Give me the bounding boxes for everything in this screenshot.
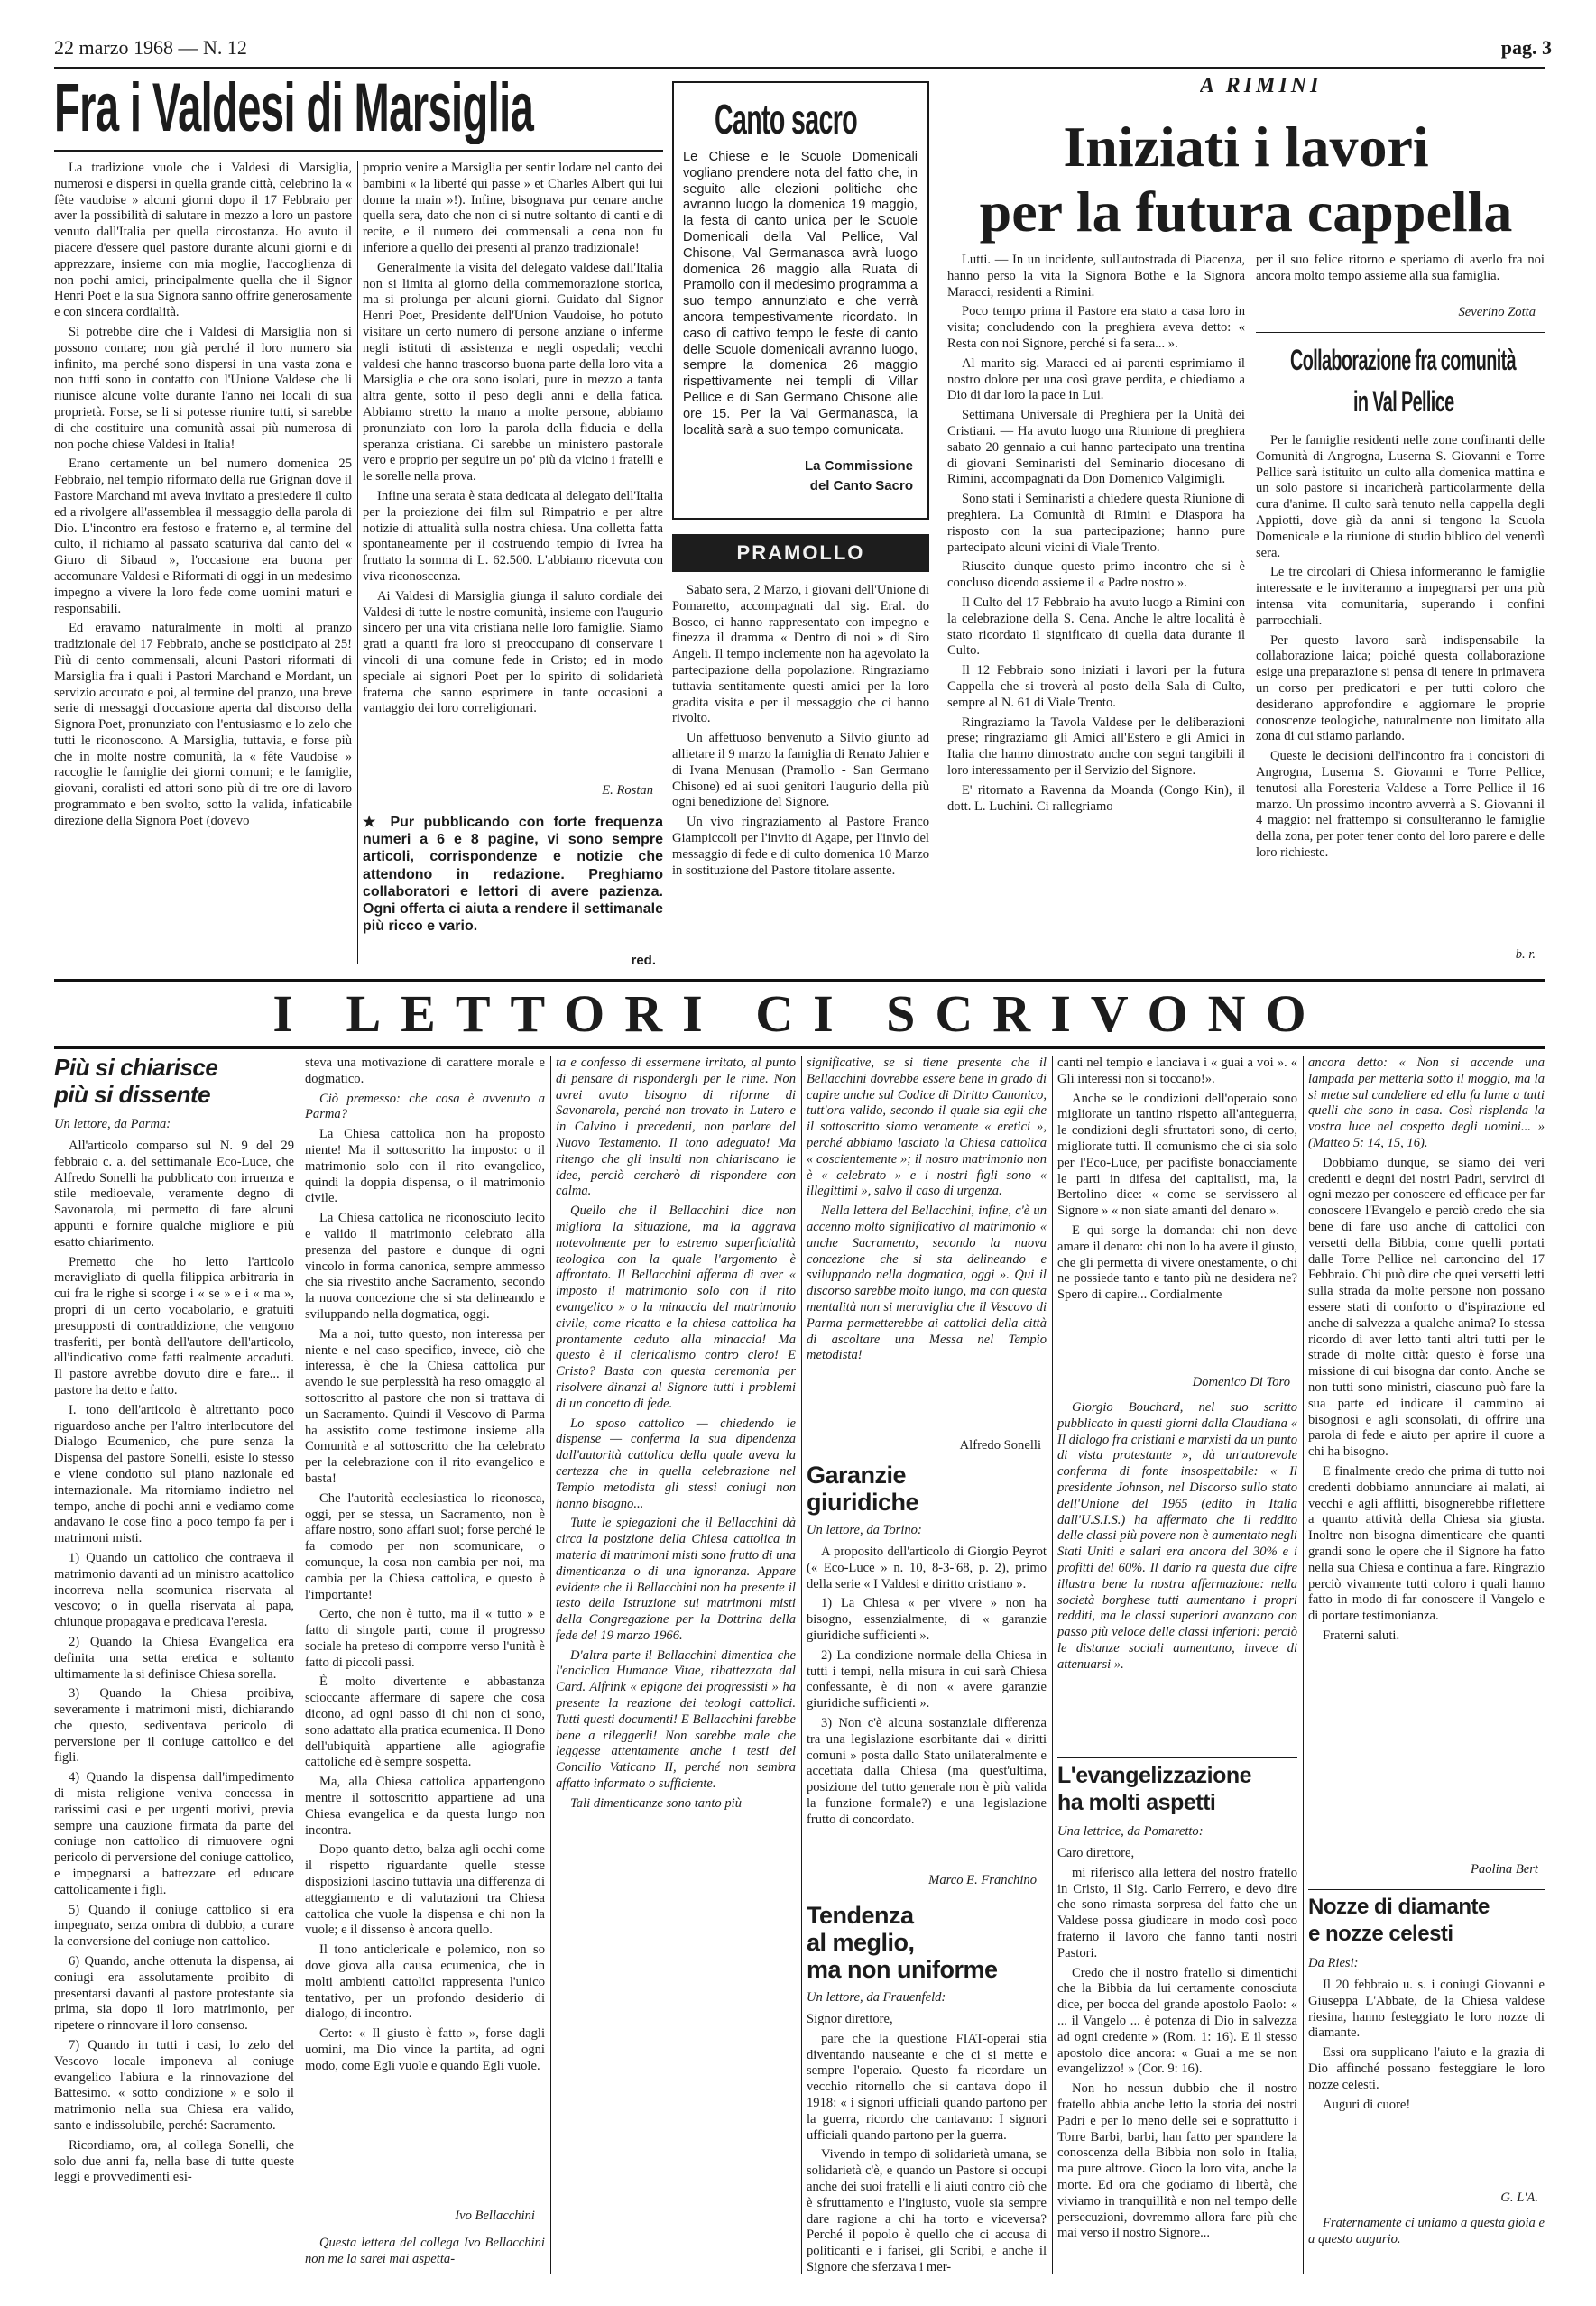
garanzie-paragraph: 1) La Chiesa « per vivere » non ha bisogno, essenzialmente, di « garanzie giuridiche sufficienti ».: [807, 1596, 1047, 1643]
pramollo-paragraph: Un affettuoso benvenuto a Silvio giunto ad allietare il 9 marzo la famiglia di Renato Jahier e di Ivana Menusan (Pramollo - San Germano Chisone) ed ai suoi genitori l'augurio della più ogni benedizione del Signore.: [672, 731, 929, 810]
chiarisce-paragraph: Ma, alla Chiesa cattolica appartengono mentre il sottoscritto appartiene ad una Chiesa evangelica e da questa lungo non incontra.: [305, 1775, 545, 1838]
redazione-notice: ★ Pur pubblicando con forte frequenza numeri a 6 e 8 pagine, vi sono sempre articoli, corrispondenze e notizie che attendono in redazione. Preghiamo collaboratori e lettori di avere pazienza. Ogni offerta ci aiuta a rendere il settimanale più ricco e vario.: [363, 815, 663, 935]
ditoro-paragraph: canti nel tempio e lanciava i « guai a voi ». « Gli interessi non si toccano!».: [1057, 1056, 1297, 1086]
chiarisce-footnote-text: Questa lettera del collega Ivo Bellacchini non me la sarei mai aspetta-: [305, 2236, 545, 2266]
nozze-footnote-text: Fraternamente ci uniamo a questa gioia e a questo augurio.: [1308, 2216, 1545, 2246]
bert-body: [1308, 1056, 1545, 1859]
collaborazione-title-line-1: Collaborazione fra comunità: [1290, 344, 1517, 376]
nozze-from: Da Riesi:: [1308, 1956, 1359, 1970]
marsiglia-paragraph: Erano certamente un bel numero domenica 25 Febbraio, nel tempio riformato della rue Grignan dove il Pastore Marchand mi aveva invitato a presiedere il culto ed a rivolgere all'assemblea il messaggio della parola di Dio. L'incontro era festoso e fraterno e, al termine del culto, il richiamo al passato scaturiva dal canto del « Giuro di Sibaud », l'occasione era buona per accomunare Valdesi e Riformati di oggi in un medesimo impegno a vivere la loro fede come uomini maturi e responsabili.: [54, 457, 352, 616]
tendenza-title-line-2: al meglio,: [807, 1931, 915, 1956]
marsiglia-paragraph: Generalmente la visita del delegato valdese dall'Italia non si limita al giorno della commemorazione storica, ma si prolunga per alcuni giorni. Guidato dal Signor Henri Poet, Presidente dell'Union Vaudoise, ho potuto visitare un certo numero di persone anziane o inferme negli istituti di assistenza e negli ospedali; vecchi valdesi che hanno trascorso buona parte della loro vita a Marsiglia e che ora sono isolati, pure in mezzo a tanta altra gente, sotto il peso degli anni e della fatica. Abbiamo stretto la mano a molte persone, abbiamo pronunziato con loro la parola della fiducia e della speranza cristiana. Ci sarebbe un ministero pastorale vero e proprio per seguire un po' più da vicino i fratelli e le sorelle nella prova.: [363, 260, 663, 484]
marsiglia-paragraph: proprio venire a Marsiglia per sentir lodare nel canto dei bambini « la liberté qui passe » et Charles Albert qui lui donne la main »!). Infine, bisognava pur cenare anche quella sera, dato che non ci si nutre soltanto di canti e di recite, e il numero dei commensali a cena non fu inferiore a quello dei presenti al pranzo tradizionale!: [363, 161, 663, 255]
rimini-kicker: A RIMINI: [1200, 74, 1323, 97]
chiarisce-paragraph: Ricordiamo, ora, al collega Sonelli, che solo due anni fa, nella base di tutte queste leggi e provvedimenti esi-: [54, 2137, 294, 2185]
chiarisce-paragraph: Certo: « Il giusto è fatto », forse dagli uomini, ma Dio vince la partita, ad ogni modo, come Egli vuole e quando Egli vuole.: [305, 2026, 545, 2073]
chiarisce-from: Un lettore, da Parma:: [54, 1117, 171, 1131]
collaborazione-title-line-2: in Val Pellice: [1353, 385, 1454, 418]
rimini-paragraph: Poco tempo prima il Pastore era stato a casa loro in visita; concludendo con la preghiera aveva detto: « Resta con noi Signore, perché si fa sera... ».: [947, 304, 1245, 351]
evangelizzazione-paragraph: Non ho nessun dubbio che il nostro fratello abbia anche letto la storia dei nostri Padri e per lo meno delle sei e soprattutto i Torre Barbi, barbi, han fatto per spandere la conoscenza della Bibbia non solo in Italia, ma pure altrove. Gioco la loro vita, anche la morte. Ed ora che godiamo di libertà, che viviamo in tranquillità e non nel tempo delle persecuzioni, dovremmo allora fare più che mai verso il nostro Signore...: [1057, 2081, 1297, 2241]
bert-paragraph: E finalmente credo che prima di tutto noi credenti dobbiamo annunciare ai malati, ai vecchi e agli afflitti, bisognerebbe riflettere a quanto attività della Chiesa sia giusta. Inoltre non bisogna dimenticare che quanti grandi sono le opere che il Signore ha fatto nella sua Chiesa e continua a fare. Ringrazio perciò vivamente tutti coloro i quali hanno fatto in modo di far conoscere il Vangelo e di portare testimonianza.: [1308, 1463, 1545, 1624]
evangelizzazione-title-line-1: L'evangelizzazione: [1057, 1765, 1252, 1788]
chiarisce-paragraph: La Chiesa cattolica non ha proposto niente! Ma il sottoscritto ha imposto: o il matrimonio solo con il rito evangelico, quindi la doppia dispensa, o il matrimonio civile.: [305, 1127, 545, 1206]
ditoro-signature: Domenico Di Toro: [1192, 1375, 1290, 1389]
chiarisce-paragraph: D'altra parte il Bellacchini dimentica che l'enciclica Humanae Vitae, ribattezzata dal Card. Alfrink « epigone dei progressisti » ha presente la reazione dei teologi cattolici. Tutti questi documenti! E Bellacchini farebbe bene a rileggerli! Non sarebbe male che leggesse attentamente anche i testi del Concilio Vaticano II, perché non sembra affatto informato o sufficiente.: [556, 1647, 796, 1792]
bouchard-paragraph: Giorgio Bouchard, nel suo scritto pubblicato in questi giorni dalla Claudiana « Il dialogo fra cristiani e marxisti da un punto di vista protestante », dà un'autorevole conferma di fonte insospettabile: « Il presidente Johnson, nel Discorso sullo stato dell'Unione del 1965 (edito in Italia dall'U.S.I.S.) ha affermato che il reddito delle classi più povere non è aumentato negli Stati Uniti e salari era ancora del 30% e i profitti del 60%. Il dario ra questa due cifre illustra bene la nostra affermazione: nella società borghese tutti aumentano i propri redditi, ma le classi superiori avanzano con passo più veloce delle classi inferiori: perciò le distanze sociali aumentano, invece di attenuarsi ».: [1057, 1400, 1297, 1672]
nozze-body: [1308, 1978, 1545, 2185]
chiarisce-paragraph: La Chiesa cattolica ne riconosciuto lecito e valido il matrimonio celebrato alla presenza del pastore e dunque di ogni vincolo in forma canonica, sempre ammesso che sia rivestito anche Sacramento, secondo la nuova concezione che si sta delineando e sviluppando nella dogmatica, oggi.: [305, 1211, 545, 1322]
canto-sacro-signature-1: La Commissione: [804, 458, 913, 474]
marsiglia-title-rule: [54, 150, 663, 152]
rimini-paragraph: Riuscito dunque questo primo incontro che si è concluso dicendo assieme il « Padre nostro ».: [947, 559, 1245, 591]
bouchard-quote: [1057, 1400, 1297, 1750]
chiarisce-footnote: [305, 2236, 545, 2275]
rimini-paragraph: per il suo felice ritorno e speriamo di averlo fra noi ancora molto tempo assieme alla sua famiglia.: [1256, 253, 1545, 283]
tendenza-body: [807, 2012, 1047, 2275]
chiarisce-signature-bellacchini: Ivo Bellacchini: [455, 2209, 535, 2223]
chiarisce-paragraph: Quello che il Bellacchini dice non migliora la situazione, ma la aggrava notevolmente per lo estremo superficialità teologica con la quale l'argomento è affrontato. Il Bellacchini afferma di aver « imposto il matrimonio solo con il rito evangelico » o la minaccia del matrimonio civile, come ricatto e la chiesa cattolica ha prontamente ceduto alla minaccia! Ma questo è il clericalismo contro clero! E Cristo? Basta con questa ceremonia per risolvere dinanzi al Signore tutti i problemi di un concetto di fede.: [556, 1204, 796, 1411]
bert-paragraph: Fraterni saluti.: [1323, 1628, 1400, 1643]
rimini-signature: Severino Zotta: [1458, 305, 1536, 319]
lettori-banner: I LETTORI CI SCRIVONO: [54, 979, 1545, 1049]
chiarisce-paragraph: Dopo quanto detto, balza agli occhi come il rispetto riguardante quelle stesse disposizioni lascino tuttavia una differenza di atteggiamento e di valutazioni tra Chiesa cattolica che vuole la dispensa e chi non la vuole; e il dissenso è ancora quello.: [305, 1842, 545, 1938]
column-divider: [801, 1056, 802, 2274]
chiarisce-paragraph: Certo, che non è tutto, ma il « tutto » e fatto di singole parti, come il progresso sociale ha preteso di comporre verso l'unità è fatto di piccoli passi.: [305, 1607, 545, 1670]
garanzie-title-line-2: giuridiche: [807, 1490, 919, 1516]
garanzie-signature: Marco E. Franchino: [928, 1873, 1037, 1887]
marsiglia-paragraph: Infine una serata è stata dedicata al delegato dell'Italia per la proiezione dei film sul Rimpatrio e per altre notizie di attualità sulla nostra chiesa. Una colletta fatta spontaneamente per il costruendo tempio di Ivrea ha fruttato la somma di L. 62.500. L'abbiamo ricevuta con viva riconoscenza.: [363, 488, 663, 584]
chiarisce-paragraph: Tutte le spiegazioni che il Bellacchini dà circa la posizione della Chiesa cattolica in materia di matrimoni misti sono frutto di una dimenticanza o di una ignoranza. Appare evidente che il Bellacchini non ha presente il testo della Istruzione sui matrimoni misti della Congregazione per la Dottrina della fede del 19 marzo 1966.: [556, 1516, 796, 1643]
chiarisce-paragraph: Premetto che ho letto l'articolo meravigliato di quella filippica arbitraria in cui fra le righe si scorge i « se » e i « ma », propri di un certo vocabolario, e gratuiti presupposti di contraddizione, che vengono trasferiti, per bontà dell'autore dell'articolo, all'indicativo come fatti realmente accaduti. Il pastore avrebbe dovuto dire e fare... il pastore ha detto e fatto.: [54, 1254, 294, 1397]
chiarisce-paragraph: significative, se si tiene presente che il Bellacchini dovrebbe essere bene in grado di capire anche sul Codice di Diritto Canonico, tutt'ora valido, secondo il quale sia egli che il sottoscritto siamo veramente « eretici », perché abbiamo lasciato la Chiesa cattolica « coscientemente »; il nostro matrimonio non è « celebrato » e i nostri figli sono « illegittimi », salvo il caso di urgenza.: [807, 1056, 1047, 1199]
chiarisce-paragraph: All'articolo comparso sul N. 9 del 29 febbraio c. a. del settimanale Eco-Luce, che Alfredo Sonelli ha pubblicato con irruenza e stile medioevale, veramente degno di Savonarola, mi permetto di fare alcuni appunti e fornire qualche migliore e più esatto chiarimento.: [54, 1139, 294, 1250]
tendenza-title-line-3: ma non uniforme: [807, 1958, 998, 1983]
collaborazione-paragraph: Per questo lavoro sarà indispensabile la collaborazione laica; poiché questa collaborazione esige una preparazione si pensa di tenere in primavera un corso per predicatori e per tutti coloro che desiderano approfondire e aggiornare le proprie conoscenze teologiche, naturalmente non limitato alla zona di cui stiamo parlando.: [1256, 632, 1545, 744]
evangelizzazione-paragraph: Caro direttore,: [1057, 1846, 1135, 1860]
chiarisce-paragraph: Ciò premesso: che cosa è avvenuto a Parma?: [305, 1091, 545, 1122]
nozze-footnote: [1308, 2216, 1545, 2270]
chiarisce-paragraph: 6) Quando, anche ottenuta la dispensa, ai coniugi era assolutamente proibito di presentarsi davanti al pastore protestante sia prima, sia dopo il loro matrimonio, per ripetere o rinnovare il loro consenso.: [54, 1954, 294, 2034]
marsiglia-paragraph: Ed eravamo naturalmente in molti al pranzo tradizionale del 17 Febbraio, anche se posticipato al 25! Più di cento commensali, alcuni Pastori riformati di Marsiglia fra i quali i Pastori Marchand e Mordant, un servizio accurato e poi, al termine del pranzo, una breve serie di messaggi d'occasione aperta dal discorso della Signora Poet, pronunziato con l'entusiasmo e lo zelo che tutti le riconoscono. A Marsiglia, tuttavia, e forse più che in molte nostre comunità, la « fête Vaudoise » raccoglie le famiglie dei giorni comuni; e le famiglie, giovani, coralisti ed attori sono più di tre ore di lavoro programmato e ben svolto, sotto la valida, infaticabile direzione della Signora Poet (dovevo: [54, 621, 352, 828]
rimini-paragraph: Al marito sig. Maracci ed ai parenti esprimiamo il nostro dolore per una così grave perdita, e chiediamo a Dio di dar loro la pace in Lui.: [947, 355, 1245, 403]
chiarisce-column-2: [305, 1056, 545, 2201]
rimini-title-line-1: Iniziati i lavori: [1063, 117, 1429, 179]
column-divider: [357, 161, 358, 964]
tendenza-title-line-1: Tendenza: [807, 1904, 914, 1929]
rimini-column-2-top: [1256, 253, 1545, 303]
evangelizzazione-title-line-2: ha molti aspetti: [1057, 1792, 1216, 1815]
collaborazione-body: [1256, 433, 1545, 947]
collaborazione-signature: b. r.: [1515, 947, 1536, 962]
canto-sacro-body: Le Chiese e le Scuole Domenicali vogliano prendere nota del fatto che, in seguito alle elezioni politiche che avranno luogo la domenica 19 maggio, la festa di canto unica per le Scuole Domenicali della Val Pellice, Val Chisone, Val Germanasca avrà luogo domenica 26 maggio alla Ruata di Pramollo con il medesimo programma a suo tempo annunziato e che verrà ancora tempestivamente ricordato. In caso di cattivo tempo le feste di canto delle Scuole domenicali avranno luogo, sempre la domenica 26 maggio rispettivamente nei templi di Villar Pellice e di San Germano Chisone alle ore 15. Per la Val Germanasca, la località sarà a suo tempo comunicata.: [683, 150, 918, 438]
bert-paragraph: ancora detto: « Non si accende una lampada per metterla sotto il moggio, ma la si mette sul candeliere ed ella fa lume a tutti quelli che sono in casa. Così risplenda la vostra luce nel cospetto degli uomini... » (Matteo 5: 14, 15, 16).: [1308, 1056, 1545, 1150]
page-number: pag. 3: [1500, 36, 1552, 59]
tendenza-paragraph: Vivendo in tempo di solidarietà umana, se solidarietà c'è, e quando un Pastore si occupi anche dei suoi fratelli e li aiuti contro ciò che è sfruttamento e l'ingiusto, vuole sia sempre dare ragione a chi ha torto e viceversa? Perché il popolo è quello che ci accusa di politicanti e i farisei, gli Scribi, e anche il Signore che sferzava i mer-: [807, 2147, 1047, 2274]
garanzie-title-line-1: Garanzie: [807, 1463, 907, 1489]
rimini-paragraph: Il 12 Febbraio sono iniziati i lavori per la futura Cappella che si troverà al posto della Sala di Culto, sempre al N. 61 di Viale Trento.: [947, 663, 1245, 710]
chiarisce-column-3: [556, 1056, 796, 2274]
pramollo-paragraph: Sabato sera, 2 Marzo, i giovani dell'Unione di Pomaretto, accompagnati dal sig. Eral. do Bosco, ci hanno rappresentato con impegno e finezza il dramma « Dentro di noi » di Siro Angeli. Il tempo inclemente non ha agevolato la partecipazione della popolazione. Ringraziamo tuttavia sentitamente questi amici per la loro gradita visita e per il messaggio che ci hanno rivolto.: [672, 583, 929, 726]
tendenza-paragraph: Signor direttore,: [807, 2012, 893, 2026]
redazione-notice-signature: red.: [631, 953, 656, 968]
chiarisce-signature-sonelli: Alfredo Sonelli: [959, 1438, 1041, 1453]
garanzie-paragraph: A proposito dell'articolo di Giorgio Peyrot (« Eco-Luce » n. 10, 8-3-'68, p. 2), primo della serie « I Valdesi e diritto cristiano ».: [807, 1545, 1047, 1591]
chiarisce-paragraph: 1) Quando un cattolico che contraeva il matrimonio davanti ad un ministro acattolico incorreva nella scomunica riservata al vescovo; o in quella riservata al papa, chiunque propagava e predicava l'eresia.: [54, 1550, 294, 1630]
nozze-paragraph: Auguri di cuore!: [1323, 2097, 1411, 2112]
garanzie-paragraph: 3) Non c'è alcuna sostanziale differenza tra una legislazione esorbitante dai « diritti comuni » posta dallo Stato unilateralmente e accettata dalla Chiesa (ma quest'ultima, posizione del tutto generale non è più valida la funzione formale?) e una legislazione frutto di concordato.: [807, 1715, 1047, 1827]
chiarisce-paragraph: Tali dimenticanze sono tanto più: [570, 1795, 742, 1811]
collaborazione-paragraph: Per le famiglie residenti nelle zone confinanti delle Comunità di Angrogna, Luserna S. Giovanni e Torre Pellice sarà istituito un culto alla domenica mattina e un solo pastore si incaricherà particolarmente della cura d'anime. Il culto sarà tenuto nella cappella degli Appiotti, dove già da anni si tengono la Scuola Domenicale e la riunione di studio biblico del venerdì sera.: [1256, 433, 1545, 560]
chiarisce-paragraph: steva una motivazione di carattere morale e dogmatico.: [305, 1056, 545, 1086]
rimini-column-1: [947, 253, 1245, 974]
marsiglia-signature: E. Rostan: [602, 783, 653, 798]
chiarisce-paragraph: Ma a noi, tutto questo, non interessa per niente e nel caso specifico, invece, ciò che interessa, è che la Chiesa cattolica pur avendo le sue perplessità ha reso omaggio al sottoscritto al pastore che non si trattava di un Sacramento. Quindi il Vescovo di Parma ha assistito come testimone insieme alla Comunità e al sottoscritto che ha celebrato per la celebrazione con il rito evangelico e basta!: [305, 1326, 545, 1486]
marsiglia-paragraph: La tradizione vuole che i Valdesi di Marsiglia, numerosi e dispersi in quella grande città, celebrino la « fête vaudoise » alcuni giorni dopo il 17 Febbraio per aver la possibilità di salutare in mezzo a loro un pastore venuto dall'Italia per quella circostanza. Ho avuto il piacere d'essere quel pastore durante alcuni giorni e di apprezzare, insieme con mia moglie, l'accoglienza di non pochi amici, principalmente quella che il Signor Henri Poet e la sua Signora sanno offrire generosamente e con sincera cordialità.: [54, 161, 352, 320]
rimini-paragraph: Settimana Universale di Preghiera per la Unità dei Cristiani. — Ha avuto luogo una Riunione di preghiera sabato 20 gennaio a cui hanno partecipato una trentina di giovani Seminaristi del Seminario diocesano di Rimini, accompagnati da Don Domenico Valgimigli.: [947, 408, 1245, 487]
chiarisce-paragraph: 5) Quando il coniuge cattolico si era impegnato, senza ombra di dubbio, a curare la conversione del coniuge non cattolico.: [54, 1902, 294, 1950]
marsiglia-column-2: [363, 161, 663, 781]
pramollo-heading: PRAMOLLO: [672, 534, 929, 572]
tendenza-from: Un lettore, da Frauenfeld:: [807, 1990, 946, 2005]
tendenza-paragraph: pare che la questione FIAT-operai stia diventando nauseante e che ci si mette e sempre l'operaio. Questo fa ricordare un vecchio ritornello che si cantava dopo il 1918: « i signori ufficiali quando partono per la guerra, ricordo che cantavano: I signori ufficiali quando partono per la guerra.: [807, 2031, 1047, 2143]
evangelizzazione-paragraph: Credo che il nostro fratello si dimentichi che la Bibbia da lui certamente conosciuta dice, per bocca del grande apostolo Paolo: « ... il Vangelo ... è potenza di Dio in salvezza ad ogni credente » (Rom. 1: 16). E il stesso apostolo dice ancora: « Guai a me se non evangelizzo! » (Cor. 9: 16).: [1057, 1965, 1297, 2077]
chiarisce-paragraph: Nella lettera del Bellacchini, infine, c'è un accenno molto significativo al matrimonio « anche Sacramento, secondo la nuova concezione che si sta delineando e sviluppando nella dogmatica, oggi ». Qui il discorso sarebbe molto lungo, ma con questa mentalità non si meraviglia che il Vescovo di Parma permetterebbe ai cattolici della città di ascoltare una Messa nel Tempio metodista!: [807, 1204, 1047, 1363]
bert-signature: Paolina Bert: [1471, 1862, 1538, 1877]
bert-paragraph: Dobbiamo dunque, se siamo dei veri credenti e degni dei nostri Padri, servirci di ogni mezzo per conoscere ed efficace per far conoscere l'Evangelo e perciò credo che sia bene di fare uso anche di cattolici con versetti della Bibbia, come quelli portati dalle Torre Pellice nel cartoncino del 17 Febbraio. Chi può dire che quei versetti letti sulla strada da molte persone non possano essere stati di conforto o d'ispirazione ed anche di salvezza a qualche anima? Io stessa ricordo di aver letto tanti altri tutti per le strade di molte città: questo è forse una missione di cui bisogna dar conto. Anche se non tutti sono ministri, ciascuno può fare la sua parte ed indicare il cammino ai bisognosi e agli sconsolati, di offrire una parola di fede e aiuto per aprire il cuore a chi ha bisogno.: [1308, 1155, 1545, 1460]
column-divider: [1052, 1056, 1053, 2274]
evangelizzazione-body: [1057, 1846, 1297, 2275]
collaborazione-paragraph: Queste le decisioni dell'incontro fra i concistori di Angrogna, Luserna S. Giovanni e Torre Pellice, tenutosi alla Foresteria Valdese a Torre Pellice il 16 marzo. Un prossimo incontro avverrà a S. Giovanni il 4 maggio: nel frattempo si consulteranno le famiglie della zona, per poter tener conto del loro parere e delle loro richieste.: [1256, 749, 1545, 860]
chiarisce-title-line-2: più si dissente: [54, 1083, 211, 1108]
collaborazione-paragraph: Le tre circolari di Chiesa informeranno le famiglie interessate e le inviteranno a impegnarsi per una più intensa vita comunitaria, superando i confini parrocchiali.: [1256, 565, 1545, 628]
chiarisce-paragraph: Che l'autorità ecclesiastica lo riconosca, oggi, per se stessa, un Sacramento, non è affare nostro, sono affari suoi; forse perché le fa comodo per non scomunicare, o comunque, la cosa non cambia per noi, ma cambia per la Chiesa cattolica, e questo è l'importante!: [305, 1490, 545, 1602]
nozze-title-line-2: e nozze celesti: [1308, 1923, 1453, 1946]
column-divider: [1303, 1056, 1304, 2274]
nozze-paragraph: Il 20 febbraio u. s. i coniugi Giovanni e Giuseppa L'Abbate, de la Chiesa valdese riesina, hanno festeggiato le loro nozze di diamante.: [1308, 1978, 1545, 2041]
rimini-paragraph: E' ritornato a Ravenna da Moanda (Congo Kin), il dott. L. Luchini. Ci rallegriamo: [947, 782, 1245, 814]
rimini-paragraph: Ringraziamo la Tavola Valdese per le deliberazioni prese; ringraziamo gli Amici all'Estero e gli Amici in Italia che hanno dimostrato anche con segni tangibili il loro interessamento per il Servizio del Signore.: [947, 715, 1245, 778]
chiarisce-paragraph: 4) Quando la dispensa dall'impedimento di mista religione veniva concessa in rarissimi casi e per urgenti motivi, previa sempre una cauzione firmata da parte del coniuge non cattolico di rimuovere ogni pericolo di perversione del coniuge cattolico, e impegnarsi a battezzare ed educare cattolicamente i figli.: [54, 1770, 294, 1897]
chiarisce-paragraph: I. tono dell'articolo è altrettanto poco riguardoso anche per l'altro interlocutore del Dialogo Ecumenico, che pure senza la Dispensa del pastore Sonelli, esiste lo stesso e viene condotto sul piano nazionale ed internazionale. Ma ritorniamo indietro nel tempo, anche di pochi anni e vediamo come andavano le cose fino a poco tempo fa per i matrimoni misti.: [54, 1402, 294, 1546]
nozze-signature: G. L'A.: [1500, 2191, 1538, 2205]
ditoro-body: [1057, 1056, 1297, 1371]
evangelizzazione-paragraph: mi riferisco alla lettera del nostro fratello in Cristo, il Sig. Carlo Ferrero, e devo dire che sono rimasta sorpresa del fatto che un Valdese possa giudicare in modo così poco fraterno il lavoro che fanno tanti nostri Pastori.: [1057, 1865, 1297, 1960]
column-divider: [550, 1056, 551, 2274]
chiarisce-paragraph: È molto divertente e abbastanza scioccante affermare di sapere che cosa dicono, ad ogni passo di chi non ci sono, sono adattato alla pratica ecumenica. Il Dono dell'ubiquità appartiene alle agiografie cattoliche ed è sempre sospetta.: [305, 1674, 545, 1770]
chiarisce-paragraph: Il tono anticlericale e polemico, non so dove giova alla causa ecumenica, che in molti ambienti cattolici rappresenta l'unico tentativo, per un profondo desiderio di dialogo, di incontro.: [305, 1942, 545, 2022]
marsiglia-paragraph: Si potrebbe dire che i Valdesi di Marsiglia non si possono contare; non già perché il loro numero sia infinito, ma perché sono dispersi in una vasta zona e non tutti sono in contatto con l'Unione Valdese che li riunisce alcune volte durante l'anno nei locali di sua proprietà. Forse, se li si potesse riunire tutti, si sarebbe di che costituire una comunità assai più numerosa di non poche chiese Valdesi in Italia!: [54, 324, 352, 452]
pramollo-body: [672, 583, 929, 973]
collaborazione-rule: [1256, 332, 1545, 333]
rimini-paragraph: Sono stati i Seminaristi a chiedere questa Riunione di preghiera. La Comunità di Rimini e Diaspora ha risposto con la sua partecipazione; hanno pure partecipato alcuni vicini di Viale Trento.: [947, 492, 1245, 555]
chiarisce-paragraph: 7) Quando in tutti i casi, lo zelo del Vescovo locale imponeva al coniuge evangelico l'abiura e la rinnovazione del Battesimo. « sotto condizione » e solo il matrimonio nella sua Chiesa era valido, santo e indissolubile, perché: Sacramento.: [54, 2038, 294, 2134]
evangelizzazione-rule: [1057, 1757, 1297, 1758]
nozze-paragraph: Essi ora supplicano l'aiuto e la grazia di Dio affinché possano festeggiare le loro nozze celesti.: [1308, 2045, 1545, 2092]
rimini-title-line-2: per la futura cappella: [979, 182, 1513, 244]
chiarisce-paragraph: ta e confesso di essermene irritato, al punto di pensare di rispondergli per le rime. Non avrei avuto bisogno di riforme di Savonarola, perché non trovato in Lutero e in Calvino i precedenti, non parlare del Nuovo Testamento. Il tono adeguato! Ma ritengo che gli insulti non chiariscano le idee, perciò cercherò di rispondere con calma.: [556, 1056, 796, 1199]
chiarisce-paragraph: 3) Quando la Chiesa proibiva, severamente i matrimoni misti, dichiarando che questo, sediventava pericolo di perversione per il coniuge cattolico e dei figli.: [54, 1686, 294, 1766]
marsiglia-paragraph: Ai Valdesi di Marsiglia giunga il saluto cordiale dei Valdesi di tutte le nostre comunità, insieme con l'augurio sincero per una vita cristiana nelle loro famiglie. Siamo grati a quanti fra loro si preoccupano di conservare i vincoli di una comune fede in Cristo; ed in modo speciale ai signori Poet per lo spirito di solidarietà fraterna che sanno esprimere in tante occasioni a vantaggio dei loro correligionari.: [363, 588, 663, 716]
garanzie-body: [807, 1545, 1047, 1869]
canto-sacro-signature-2: del Canto Sacro: [809, 478, 913, 493]
garanzie-paragraph: 2) La condizione normale della Chiesa in tutti i tempi, nella misura in cui sarà Chiesa confessante, è di non « avere garanzie giuridiche sufficienti ».: [807, 1647, 1047, 1711]
ditoro-paragraph: Anche se le condizioni dell'operaio sono migliorate un tantino rispetto all'anteguerra, le condizioni degli sfruttatori sono, di certo, migliorate tutti. Il comunismo che ci sia solo per l'Eco-Luce, per pacifiste bonacciamente le parti in difesa dei capitalisti, ma, la Bertolino dice: « come se servissero al Signore » « non siate amanti del denaro ».: [1057, 1091, 1297, 1219]
evangelizzazione-from: Una lettrice, da Pomaretto:: [1057, 1824, 1204, 1839]
pramollo-paragraph: Un vivo ringraziamento al Pastore Franco Giampiccoli per l'invito di Agape, per l'invio del messaggio di fede e di culto domenica 10 Marzo in sostituzione del Pastore titolare assente.: [672, 815, 929, 878]
chiarisce-title-line-1: Più si chiarisce: [54, 1056, 218, 1081]
marsiglia-title: Fra i Valdesi di Marsiglia: [54, 72, 534, 144]
chiarisce-column-4: [807, 1056, 1047, 1434]
ditoro-paragraph: E qui sorge la domanda: chi non deve amare il denaro: chi non lo ha avere il giusto, che gli permetta di vivere onestamente, o chi ne possiede tanto e tanto più ne desidera ne? Spero di capire... Cordialmente: [1057, 1222, 1297, 1303]
chiarisce-paragraph: Lo sposo cattolico — chiedendo le dispense — conferma la sua dipendenza dall'autorità cattolica della quale aveva la certezza che in quella celebrazione nel Tempio metodista gli stessi coniugi non hanno bisogno...: [556, 1416, 796, 1511]
rimini-paragraph: Lutti. — In un incidente, sull'autostrada di Piacenza, hanno perso la vita la Signora Bothe e la Signora Maracci, residenti a Rimini.: [947, 253, 1245, 300]
issue-date: 22 marzo 1968 — N. 12: [54, 36, 247, 59]
nozze-rule: [1308, 1889, 1545, 1890]
rimini-paragraph: Il Culto del 17 Febbraio ha avuto luogo a Rimini con la celebrazione della S. Cena. Anche le altre località è stato ricordato il significato di quella data durante il Culto.: [947, 595, 1245, 659]
nozze-title-line-1: Nozze di diamante: [1308, 1896, 1490, 1919]
canto-sacro-title: Canto sacro: [715, 96, 858, 143]
chiarisce-column-1: [54, 1139, 294, 2275]
chiarisce-paragraph: 2) Quando la Chiesa Evangelica era definita una setta eretica e soltanto ultimamente la si definisce Chiesa sorella.: [54, 1634, 294, 1682]
garanzie-from: Un lettore, da Torino:: [807, 1523, 922, 1537]
header-rule: [54, 67, 1545, 69]
marsiglia-column-1: [54, 161, 352, 973]
